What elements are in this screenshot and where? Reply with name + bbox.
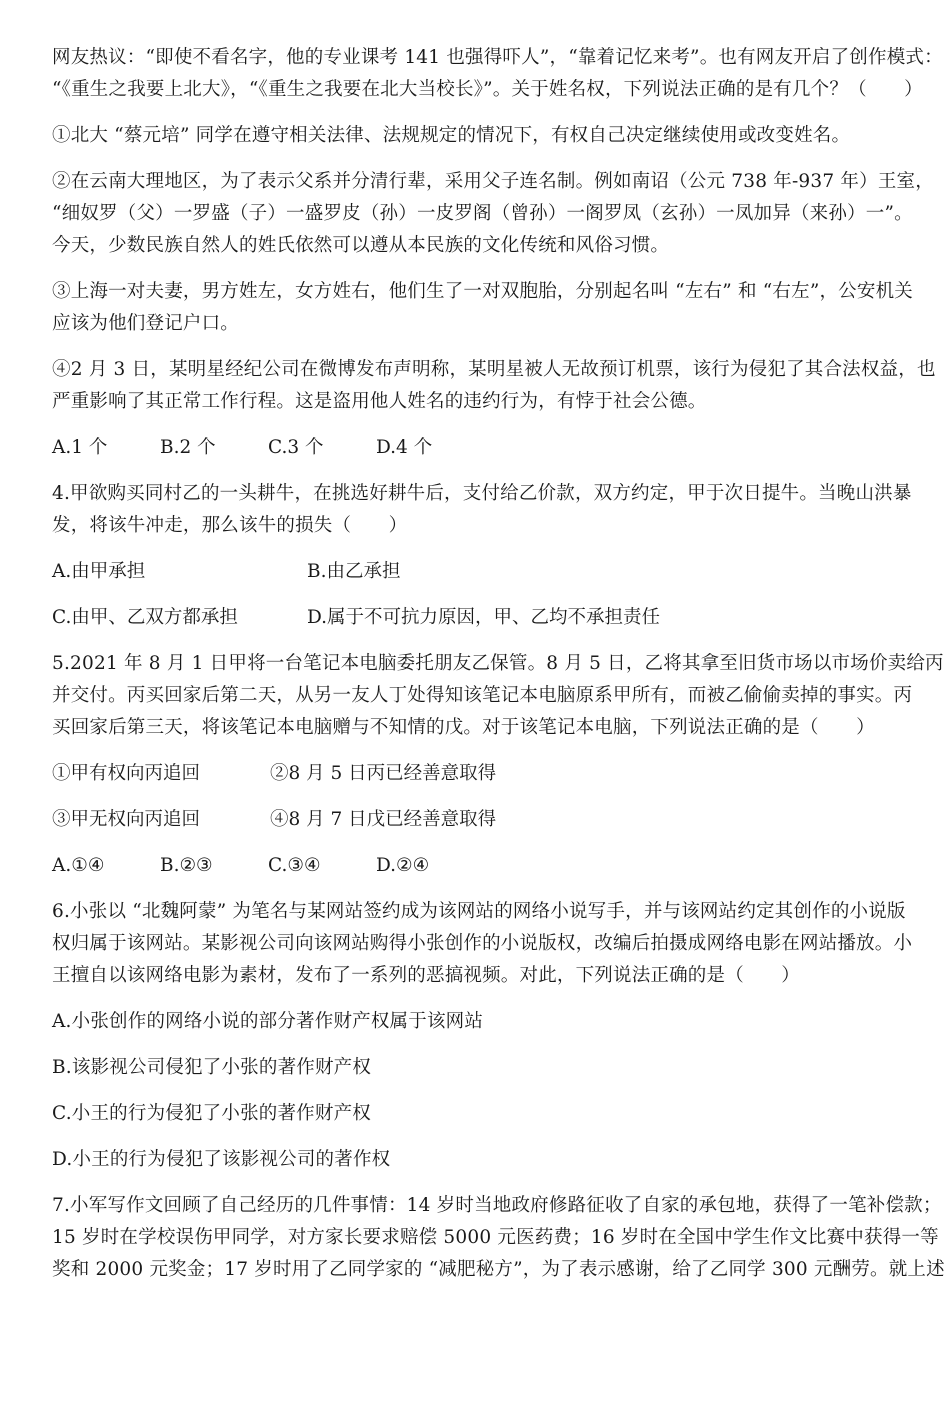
statement-item: ②8 月 5 日丙已经善意取得: [270, 763, 497, 784]
text-line: “细奴罗（父）一罗盛（子）一盛罗皮（孙）一皮罗阁（曾孙）一阁罗凤（玄孙）一凤加异（来孙）一”。: [52, 203, 913, 224]
option-a: A.由甲承担: [52, 561, 146, 582]
option-b: B.2 个: [160, 437, 216, 458]
question-7-stem: [52, 1190, 945, 1286]
text-line: 今天，少数民族自然人的姓氏依然可以遵从本民族的文化传统和风俗习惯。: [52, 235, 670, 256]
option-b: B.②③: [160, 855, 213, 876]
question-5-items-row-1: [52, 758, 912, 790]
option-text: B.该影视公司侵犯了小张的著作财产权: [52, 1057, 372, 1078]
question-3-options: [52, 432, 912, 464]
statement-item: ④8 月 7 日戊已经善意取得: [270, 809, 497, 830]
option-d: D.4 个: [376, 437, 433, 458]
text-line: 权归属于该网站。某影视公司向该网站购得小张创作的小说版权，改编后拍摄成网络电影在网站播放。小: [52, 933, 913, 954]
option-d: D.属于不可抗力原因，甲、乙均不承担责任: [307, 607, 661, 628]
question-4-options-row-2: [52, 602, 912, 634]
question-4-stem: [52, 478, 912, 542]
statement-3: [52, 276, 912, 340]
question-5-items-row-2: [52, 804, 912, 836]
option-b: B.由乙承担: [307, 561, 401, 582]
text-line: 15 岁时在学校误伤甲同学，对方家长要求赔偿 5000 元医药费；16 岁时在全国中学生作文比赛中获得一等: [52, 1227, 939, 1248]
text-line: 严重影响了其正常工作行程。这是盗用他人姓名的违约行为，有悖于社会公德。: [52, 391, 707, 412]
statement-item: ①甲有权向丙追回: [52, 763, 201, 784]
text-line: ③上海一对夫妻，男方姓左，女方姓右，他们生了一对双胞胎，分别起名叫 “左右” 和 “右左”，公安机关: [52, 281, 913, 302]
question-5-stem: [52, 648, 944, 744]
text-line: 6.小张以 “北魏阿蒙” 为笔名与某网站签约成为该网站的网络小说写手，并与该网站约定其创作的小说版: [52, 901, 906, 922]
text-line: 4.甲欲购买同村乙的一头耕牛，在挑选好耕牛后，支付给乙价款，双方约定，甲于次日提牛。当晚山洪暴: [52, 483, 912, 504]
text-line: “《重生之我要上北大》，“《重生之我要在北大当校长》”。关于姓名权，下列说法正确的是有几个？（ ）: [52, 79, 923, 100]
option-a: [52, 1006, 912, 1038]
option-text: A.小张创作的网络小说的部分著作财产权属于该网站: [52, 1011, 484, 1032]
option-a: A.1 个: [52, 437, 108, 458]
text-line: 网友热议：“即使不看名字，他的专业课考 141 也强得吓人”，“靠着记忆来考”。也有网友开启了创作模式：: [52, 47, 943, 68]
text-line: 7.小军写作文回顾了自己经历的几件事情：14 岁时当地政府修路征收了自家的承包地，获得了一笔补偿款；: [52, 1195, 942, 1216]
statement-item: ③甲无权向丙追回: [52, 809, 201, 830]
option-d: D.②④: [376, 855, 430, 876]
text-line: 奖和 2000 元奖金；17 岁时用了乙同学家的 “减肥秘方”，为了表示感谢，给了乙同学 300 元酬劳。就上述: [52, 1259, 945, 1280]
option-b: [52, 1052, 912, 1084]
option-c: C.3 个: [268, 437, 324, 458]
text-line: ④2 月 3 日，某明星经纪公司在微博发布声明称，某明星被人无故预订机票，该行为侵犯了其合法权益，也: [52, 359, 936, 380]
question-4-options-row-1: [52, 556, 912, 588]
text-line: 王擅自以该网络电影为素材，发布了一系列的恶搞视频。对此，下列说法正确的是（ ）: [52, 965, 801, 986]
text-line: 买回家后第三天，将该笔记本电脑赠与不知情的戊。对于该笔记本电脑，下列说法正确的是（ ）: [52, 717, 875, 738]
statement-1: [52, 120, 912, 152]
option-c: C.③④: [268, 855, 321, 876]
question-6-stem: [52, 896, 912, 992]
text-line: ①北大 “蔡元培” 同学在遵守相关法律、法规规定的情况下，有权自己决定继续使用或改变姓名。: [52, 125, 851, 146]
statement-4: [52, 354, 936, 418]
option-a: A.①④: [52, 855, 105, 876]
document-page: [52, 42, 945, 1300]
question-5-options: [52, 850, 912, 882]
text-line: 并交付。丙买回家后第二天，从另一友人丁处得知该笔记本电脑原系甲所有，而被乙偷偷卖掉的事实。丙: [52, 685, 913, 706]
option-text: C.小王的行为侵犯了小张的著作财产权: [52, 1103, 371, 1124]
text-line: ②在云南大理地区，为了表示父系并分清行辈，采用父子连名制。例如南诏（公元 738 年-937 年）王室，: [52, 171, 934, 192]
text-line: 5.2021 年 8 月 1 日甲将一台笔记本电脑委托朋友乙保管。8 月 5 日，乙将其拿至旧货市场以市场价卖给丙: [52, 653, 944, 674]
question-3-stem: [52, 42, 943, 106]
text-line: 发，将该牛冲走，那么该牛的损失（ ）: [52, 515, 408, 536]
option-text: D.小王的行为侵犯了该影视公司的著作权: [52, 1149, 391, 1170]
option-d: [52, 1144, 912, 1176]
text-line: 应该为他们登记户口。: [52, 313, 240, 334]
option-c: [52, 1098, 912, 1130]
statement-2: [52, 166, 934, 262]
option-c: C.由甲、乙双方都承担: [52, 607, 238, 628]
